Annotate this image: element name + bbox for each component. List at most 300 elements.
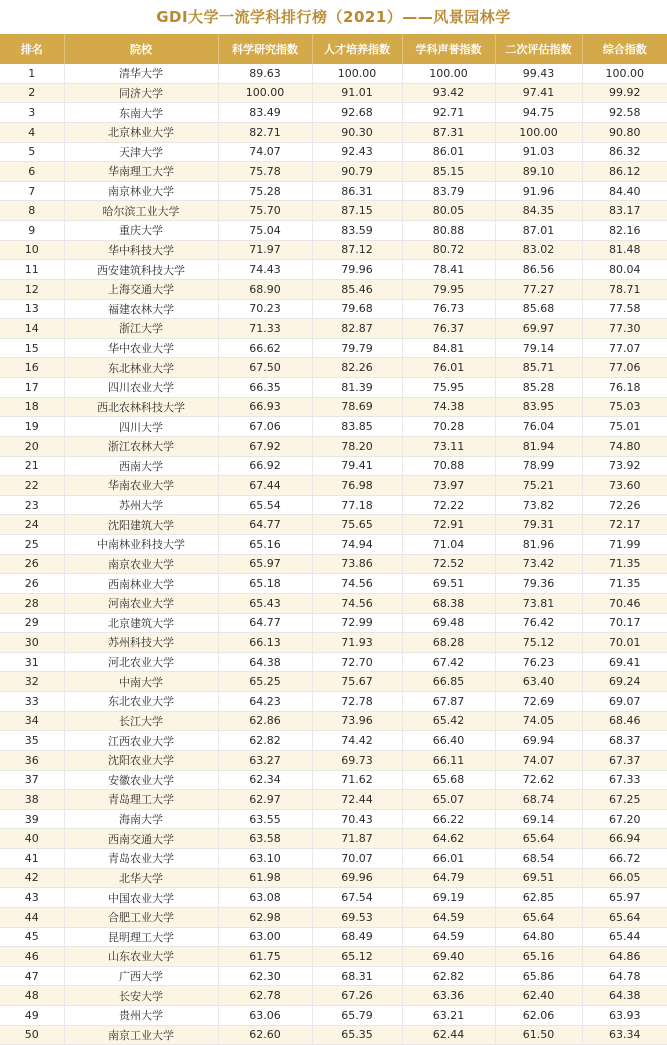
- school-cell: 沈阳农业大学: [64, 750, 218, 770]
- table-row: [0, 201, 667, 221]
- evaluation-index-cell: 79.31: [495, 515, 582, 535]
- reputation-index-cell: 72.91: [402, 515, 495, 535]
- rank-cell: 26: [0, 554, 64, 574]
- rank-cell: 15: [0, 338, 64, 358]
- talent-index-cell: 75.65: [312, 515, 402, 535]
- rank-cell: 8: [0, 201, 64, 221]
- talent-index-cell: 74.94: [312, 535, 402, 555]
- overall-index-cell: 77.58: [582, 299, 667, 319]
- talent-index-cell: 83.85: [312, 417, 402, 437]
- table-row: [0, 574, 667, 594]
- talent-index-cell: 74.42: [312, 731, 402, 751]
- rank-cell: 13: [0, 299, 64, 319]
- overall-index-cell: 75.03: [582, 397, 667, 417]
- school-cell: 安徽农业大学: [64, 770, 218, 790]
- overall-index-cell: 92.58: [582, 103, 667, 123]
- evaluation-index-cell: 79.14: [495, 338, 582, 358]
- evaluation-index-cell: 91.96: [495, 181, 582, 201]
- reputation-index-cell: 87.31: [402, 122, 495, 142]
- talent-index-cell: 69.73: [312, 750, 402, 770]
- talent-index-cell: 82.87: [312, 319, 402, 339]
- reputation-index-cell: 62.82: [402, 966, 495, 986]
- talent-index-cell: 92.43: [312, 142, 402, 162]
- evaluation-index-cell: 65.64: [495, 907, 582, 927]
- reputation-index-cell: 93.42: [402, 83, 495, 103]
- table-row: [0, 397, 667, 417]
- evaluation-index-cell: 69.51: [495, 868, 582, 888]
- overall-index-cell: 90.80: [582, 122, 667, 142]
- school-cell: 江西农业大学: [64, 731, 218, 751]
- rank-cell: 19: [0, 417, 64, 437]
- research-index-cell: 65.97: [218, 554, 312, 574]
- table-row: [0, 456, 667, 476]
- overall-index-cell: 71.99: [582, 535, 667, 555]
- reputation-index-cell: 66.22: [402, 809, 495, 829]
- talent-index-cell: 83.59: [312, 221, 402, 241]
- reputation-index-cell: 63.36: [402, 986, 495, 1006]
- reputation-index-cell: 69.19: [402, 888, 495, 908]
- talent-index-cell: 67.54: [312, 888, 402, 908]
- evaluation-index-cell: 75.12: [495, 633, 582, 653]
- header-row: [0, 34, 667, 64]
- table-row: [0, 64, 667, 83]
- school-cell: 昆明理工大学: [64, 927, 218, 947]
- reputation-index-cell: 80.72: [402, 240, 495, 260]
- talent-index-header: 人才培养指数: [312, 34, 402, 64]
- table-row: [0, 260, 667, 280]
- talent-index-cell: 72.99: [312, 613, 402, 633]
- school-cell: 贵州大学: [64, 1006, 218, 1026]
- evaluation-index-cell: 99.43: [495, 64, 582, 83]
- research-index-cell: 75.70: [218, 201, 312, 221]
- research-index-cell: 61.75: [218, 947, 312, 967]
- overall-index-cell: 69.24: [582, 672, 667, 692]
- reputation-index-cell: 64.59: [402, 927, 495, 947]
- research-index-cell: 75.78: [218, 162, 312, 182]
- research-index-cell: 71.97: [218, 240, 312, 260]
- table-row: [0, 554, 667, 574]
- evaluation-index-cell: 62.06: [495, 1006, 582, 1026]
- overall-index-cell: 72.17: [582, 515, 667, 535]
- talent-index-cell: 69.96: [312, 868, 402, 888]
- rank-cell: 18: [0, 397, 64, 417]
- reputation-index-cell: 73.97: [402, 476, 495, 496]
- table-row: [0, 338, 667, 358]
- evaluation-index-cell: 87.01: [495, 221, 582, 241]
- overall-index-cell: 77.06: [582, 358, 667, 378]
- talent-index-cell: 85.46: [312, 279, 402, 299]
- reputation-index-cell: 84.81: [402, 338, 495, 358]
- research-index-cell: 82.71: [218, 122, 312, 142]
- school-cell: 福建农林大学: [64, 299, 218, 319]
- talent-index-cell: 79.79: [312, 338, 402, 358]
- table-row: [0, 515, 667, 535]
- evaluation-index-cell: 68.74: [495, 790, 582, 810]
- rank-cell: 41: [0, 849, 64, 869]
- rank-cell: 48: [0, 986, 64, 1006]
- table-row: [0, 417, 667, 437]
- talent-index-cell: 76.98: [312, 476, 402, 496]
- research-index-cell: 75.04: [218, 221, 312, 241]
- evaluation-index-cell: 72.69: [495, 692, 582, 712]
- evaluation-index-cell: 61.50: [495, 1025, 582, 1045]
- overall-index-cell: 76.18: [582, 378, 667, 398]
- table-row: [0, 279, 667, 299]
- rank-header: 排名: [0, 34, 64, 64]
- evaluation-index-cell: 65.16: [495, 947, 582, 967]
- evaluation-index-cell: 73.82: [495, 495, 582, 515]
- talent-index-cell: 72.70: [312, 652, 402, 672]
- table-row: [0, 358, 667, 378]
- talent-index-cell: 82.26: [312, 358, 402, 378]
- evaluation-index-cell: 79.36: [495, 574, 582, 594]
- research-index-cell: 62.78: [218, 986, 312, 1006]
- reputation-index-cell: 70.28: [402, 417, 495, 437]
- talent-index-cell: 67.26: [312, 986, 402, 1006]
- table-row: [0, 966, 667, 986]
- overall-index-cell: 64.78: [582, 966, 667, 986]
- table-row: [0, 378, 667, 398]
- talent-index-cell: 81.39: [312, 378, 402, 398]
- reputation-index-header: 学科声誉指数: [402, 34, 495, 64]
- rank-cell: 47: [0, 966, 64, 986]
- research-index-cell: 64.77: [218, 515, 312, 535]
- evaluation-index-cell: 94.75: [495, 103, 582, 123]
- school-cell: 北华大学: [64, 868, 218, 888]
- rank-cell: 29: [0, 613, 64, 633]
- table-row: [0, 849, 667, 869]
- table-row: [0, 711, 667, 731]
- research-index-cell: 62.30: [218, 966, 312, 986]
- school-cell: 广西大学: [64, 966, 218, 986]
- research-index-cell: 63.27: [218, 750, 312, 770]
- reputation-index-cell: 76.37: [402, 319, 495, 339]
- research-index-cell: 63.08: [218, 888, 312, 908]
- overall-index-cell: 70.17: [582, 613, 667, 633]
- reputation-index-cell: 100.00: [402, 64, 495, 83]
- school-cell: 华南农业大学: [64, 476, 218, 496]
- overall-index-cell: 77.30: [582, 319, 667, 339]
- school-cell: 华南理工大学: [64, 162, 218, 182]
- rank-cell: 37: [0, 770, 64, 790]
- research-index-cell: 75.28: [218, 181, 312, 201]
- evaluation-index-cell: 65.86: [495, 966, 582, 986]
- rank-cell: 30: [0, 633, 64, 653]
- table-row: [0, 672, 667, 692]
- reputation-index-cell: 69.48: [402, 613, 495, 633]
- talent-index-cell: 79.68: [312, 299, 402, 319]
- reputation-index-cell: 80.88: [402, 221, 495, 241]
- evaluation-index-cell: 78.99: [495, 456, 582, 476]
- rank-cell: 39: [0, 809, 64, 829]
- reputation-index-cell: 75.95: [402, 378, 495, 398]
- rank-cell: 28: [0, 593, 64, 613]
- reputation-index-cell: 66.11: [402, 750, 495, 770]
- rank-cell: 50: [0, 1025, 64, 1045]
- reputation-index-cell: 76.01: [402, 358, 495, 378]
- talent-index-cell: 71.62: [312, 770, 402, 790]
- reputation-index-cell: 68.38: [402, 593, 495, 613]
- rank-cell: 40: [0, 829, 64, 849]
- rank-cell: 3: [0, 103, 64, 123]
- evaluation-index-cell: 74.05: [495, 711, 582, 731]
- school-cell: 河北农业大学: [64, 652, 218, 672]
- talent-index-cell: 70.07: [312, 849, 402, 869]
- table-row: [0, 535, 667, 555]
- school-cell: 南京林业大学: [64, 181, 218, 201]
- school-cell: 山东农业大学: [64, 947, 218, 967]
- overall-index-cell: 71.35: [582, 574, 667, 594]
- research-index-cell: 74.07: [218, 142, 312, 162]
- research-index-cell: 62.60: [218, 1025, 312, 1045]
- overall-index-cell: 63.34: [582, 1025, 667, 1045]
- table-row: [0, 476, 667, 496]
- table-row: [0, 1025, 667, 1045]
- reputation-index-cell: 66.01: [402, 849, 495, 869]
- reputation-index-cell: 74.38: [402, 397, 495, 417]
- research-index-cell: 65.16: [218, 535, 312, 555]
- school-cell: 西南林业大学: [64, 574, 218, 594]
- rank-cell: 20: [0, 436, 64, 456]
- overall-index-cell: 65.97: [582, 888, 667, 908]
- rank-cell: 5: [0, 142, 64, 162]
- research-index-cell: 66.13: [218, 633, 312, 653]
- reputation-index-cell: 70.88: [402, 456, 495, 476]
- talent-index-cell: 65.35: [312, 1025, 402, 1045]
- talent-index-cell: 68.31: [312, 966, 402, 986]
- ranking-table: [0, 34, 667, 1045]
- rank-cell: 42: [0, 868, 64, 888]
- overall-index-cell: 70.46: [582, 593, 667, 613]
- overall-index-cell: 71.35: [582, 554, 667, 574]
- overall-index-cell: 83.17: [582, 201, 667, 221]
- school-cell: 长江大学: [64, 711, 218, 731]
- research-index-cell: 63.55: [218, 809, 312, 829]
- evaluation-index-cell: 83.95: [495, 397, 582, 417]
- evaluation-index-cell: 62.85: [495, 888, 582, 908]
- talent-index-cell: 68.49: [312, 927, 402, 947]
- table-row: [0, 122, 667, 142]
- research-index-cell: 63.00: [218, 927, 312, 947]
- rank-cell: 44: [0, 907, 64, 927]
- table-row: [0, 593, 667, 613]
- rank-cell: 1: [0, 64, 64, 83]
- school-cell: 中南林业科技大学: [64, 535, 218, 555]
- overall-index-cell: 63.93: [582, 1006, 667, 1026]
- school-cell: 四川农业大学: [64, 378, 218, 398]
- research-index-cell: 67.06: [218, 417, 312, 437]
- reputation-index-cell: 71.04: [402, 535, 495, 555]
- research-index-cell: 70.23: [218, 299, 312, 319]
- talent-index-cell: 75.67: [312, 672, 402, 692]
- evaluation-index-cell: 65.64: [495, 829, 582, 849]
- overall-index-cell: 75.01: [582, 417, 667, 437]
- overall-index-cell: 66.72: [582, 849, 667, 869]
- school-cell: 华中科技大学: [64, 240, 218, 260]
- reputation-index-cell: 64.79: [402, 868, 495, 888]
- table-row: [0, 221, 667, 241]
- school-cell: 上海交通大学: [64, 279, 218, 299]
- school-cell: 西北农林科技大学: [64, 397, 218, 417]
- overall-index-cell: 67.20: [582, 809, 667, 829]
- talent-index-cell: 79.41: [312, 456, 402, 476]
- school-cell: 西南大学: [64, 456, 218, 476]
- evaluation-index-cell: 91.03: [495, 142, 582, 162]
- table-row: [0, 790, 667, 810]
- rank-cell: 34: [0, 711, 64, 731]
- overall-index-cell: 72.26: [582, 495, 667, 515]
- evaluation-index-cell: 76.04: [495, 417, 582, 437]
- overall-index-cell: 81.48: [582, 240, 667, 260]
- table-row: [0, 809, 667, 829]
- research-index-cell: 63.58: [218, 829, 312, 849]
- overall-index-cell: 66.94: [582, 829, 667, 849]
- reputation-index-cell: 64.62: [402, 829, 495, 849]
- school-cell: 哈尔滨工业大学: [64, 201, 218, 221]
- table-row: [0, 633, 667, 653]
- research-index-cell: 65.18: [218, 574, 312, 594]
- overall-index-cell: 86.32: [582, 142, 667, 162]
- rank-cell: 36: [0, 750, 64, 770]
- rank-cell: 22: [0, 476, 64, 496]
- rank-cell: 26: [0, 574, 64, 594]
- reputation-index-cell: 65.68: [402, 770, 495, 790]
- evaluation-index-cell: 69.97: [495, 319, 582, 339]
- research-index-cell: 67.92: [218, 436, 312, 456]
- table-row: [0, 947, 667, 967]
- evaluation-index-cell: 73.42: [495, 554, 582, 574]
- school-cell: 东北农业大学: [64, 692, 218, 712]
- overall-index-cell: 73.60: [582, 476, 667, 496]
- school-cell: 南京工业大学: [64, 1025, 218, 1045]
- reputation-index-cell: 79.95: [402, 279, 495, 299]
- research-index-cell: 71.33: [218, 319, 312, 339]
- overall-index-cell: 65.44: [582, 927, 667, 947]
- evaluation-index-cell: 63.40: [495, 672, 582, 692]
- overall-index-cell: 64.38: [582, 986, 667, 1006]
- table-row: [0, 240, 667, 260]
- talent-index-cell: 86.31: [312, 181, 402, 201]
- research-index-cell: 62.97: [218, 790, 312, 810]
- talent-index-cell: 78.20: [312, 436, 402, 456]
- research-index-header: 科学研究指数: [218, 34, 312, 64]
- overall-index-cell: 84.40: [582, 181, 667, 201]
- research-index-cell: 64.23: [218, 692, 312, 712]
- school-cell: 青岛理工大学: [64, 790, 218, 810]
- school-cell: 东北林业大学: [64, 358, 218, 378]
- table-row: [0, 907, 667, 927]
- research-index-cell: 64.77: [218, 613, 312, 633]
- table-row: [0, 613, 667, 633]
- table-row: [0, 436, 667, 456]
- school-cell: 东南大学: [64, 103, 218, 123]
- talent-index-cell: 78.69: [312, 397, 402, 417]
- talent-index-cell: 71.87: [312, 829, 402, 849]
- reputation-index-cell: 72.52: [402, 554, 495, 574]
- school-cell: 青岛农业大学: [64, 849, 218, 869]
- table-row: [0, 868, 667, 888]
- school-cell: 长安大学: [64, 986, 218, 1006]
- school-header: 院校: [64, 34, 218, 64]
- research-index-cell: 66.92: [218, 456, 312, 476]
- reputation-index-cell: 69.51: [402, 574, 495, 594]
- school-cell: 浙江大学: [64, 319, 218, 339]
- school-cell: 北京建筑大学: [64, 613, 218, 633]
- page-title: GDI大学一流学科排行榜（2021）——风景园林学: [0, 0, 667, 34]
- school-cell: 浙江农林大学: [64, 436, 218, 456]
- school-cell: 合肥工业大学: [64, 907, 218, 927]
- school-cell: 北京林业大学: [64, 122, 218, 142]
- evaluation-index-header: 二次评估指数: [495, 34, 582, 64]
- table-row: [0, 770, 667, 790]
- reputation-index-cell: 73.11: [402, 436, 495, 456]
- evaluation-index-cell: 84.35: [495, 201, 582, 221]
- overall-index-cell: 74.80: [582, 436, 667, 456]
- table-row: [0, 299, 667, 319]
- school-cell: 天津大学: [64, 142, 218, 162]
- reputation-index-cell: 67.42: [402, 652, 495, 672]
- evaluation-index-cell: 89.10: [495, 162, 582, 182]
- rank-cell: 35: [0, 731, 64, 751]
- talent-index-cell: 77.18: [312, 495, 402, 515]
- talent-index-cell: 74.56: [312, 593, 402, 613]
- talent-index-cell: 87.15: [312, 201, 402, 221]
- evaluation-index-cell: 83.02: [495, 240, 582, 260]
- talent-index-cell: 90.30: [312, 122, 402, 142]
- school-cell: 西南交通大学: [64, 829, 218, 849]
- evaluation-index-cell: 97.41: [495, 83, 582, 103]
- evaluation-index-cell: 100.00: [495, 122, 582, 142]
- overall-index-cell: 64.86: [582, 947, 667, 967]
- rank-cell: 7: [0, 181, 64, 201]
- research-index-cell: 83.49: [218, 103, 312, 123]
- table-row: [0, 731, 667, 751]
- talent-index-cell: 100.00: [312, 64, 402, 83]
- rank-cell: 9: [0, 221, 64, 241]
- talent-index-cell: 73.86: [312, 554, 402, 574]
- research-index-cell: 65.25: [218, 672, 312, 692]
- rank-cell: 23: [0, 495, 64, 515]
- research-index-cell: 100.00: [218, 83, 312, 103]
- talent-index-cell: 65.79: [312, 1006, 402, 1026]
- research-index-cell: 62.82: [218, 731, 312, 751]
- overall-index-header: 综合指数: [582, 34, 667, 64]
- school-cell: 苏州科技大学: [64, 633, 218, 653]
- evaluation-index-cell: 72.62: [495, 770, 582, 790]
- school-cell: 四川大学: [64, 417, 218, 437]
- overall-index-cell: 67.33: [582, 770, 667, 790]
- overall-index-cell: 86.12: [582, 162, 667, 182]
- overall-index-cell: 66.05: [582, 868, 667, 888]
- talent-index-cell: 71.93: [312, 633, 402, 653]
- research-index-cell: 66.35: [218, 378, 312, 398]
- table-row: [0, 750, 667, 770]
- overall-index-cell: 69.41: [582, 652, 667, 672]
- rank-cell: 11: [0, 260, 64, 280]
- overall-index-cell: 78.71: [582, 279, 667, 299]
- overall-index-cell: 68.37: [582, 731, 667, 751]
- rank-cell: 4: [0, 122, 64, 142]
- research-index-cell: 89.63: [218, 64, 312, 83]
- research-index-cell: 61.98: [218, 868, 312, 888]
- research-index-cell: 74.43: [218, 260, 312, 280]
- evaluation-index-cell: 64.80: [495, 927, 582, 947]
- overall-index-cell: 70.01: [582, 633, 667, 653]
- evaluation-index-cell: 85.68: [495, 299, 582, 319]
- reputation-index-cell: 86.01: [402, 142, 495, 162]
- overall-index-cell: 69.07: [582, 692, 667, 712]
- table-row: [0, 927, 667, 947]
